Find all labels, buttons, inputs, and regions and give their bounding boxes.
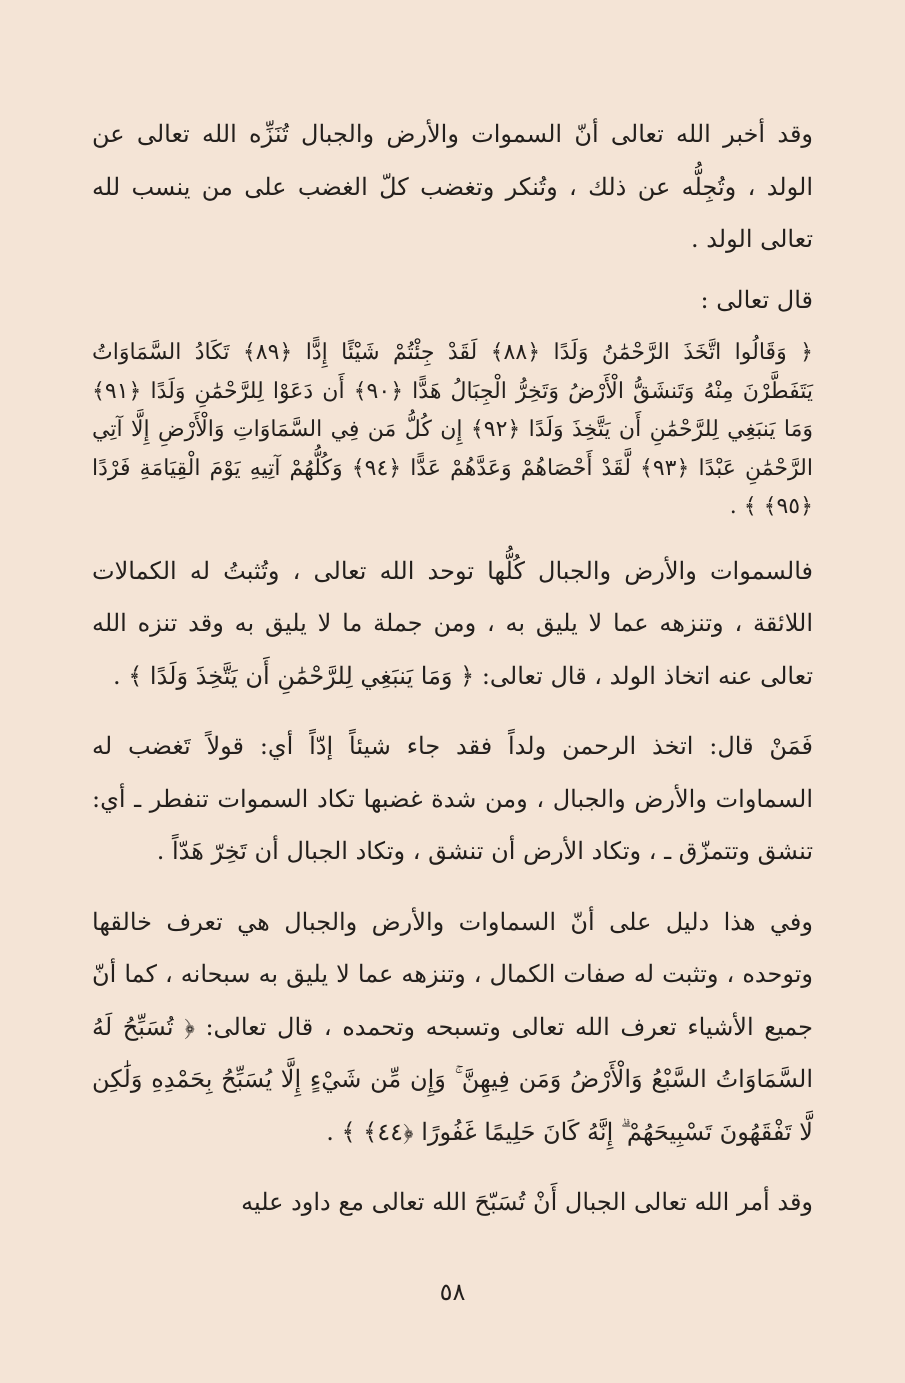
paragraph-heavens-earth: فالسموات والأرض والجبال كُلُّها توحد الله تعالى ، وتُثبتُ له الكمالات اللائقة ، وتنزهه عما لا يليق به ، ومن جملة ما لا يليق به وقد تنزه الله تعالى عنه اتخاذ الولد ، قال تعالى: ﴿ وَمَا يَنبَغِي لِلرَّحْمَٰنِ أَن يَتَّخِذَ وَلَدًا ﴾ . — [92, 556, 813, 690]
paragraph-whoever-said: فَمَنْ قال: اتخذ الرحمن ولداً فقد جاء شيئاً إدّاً أي: قولاً تَغضب له السماوات والأرض والجبال ، ومن شدة غضبها تكاد السموات تنفطر ـ أي: تنشق وتتمزّق ـ ، وتكاد الأرض أن تنشق ، وتكاد الجبال أن تَخِرّ هَدّاً . — [92, 732, 813, 865]
page-number: ٥٨ — [439, 1278, 466, 1306]
paragraph-mountains-david: وقد أمر الله تعالى الجبال أَنْ تُسَبّحَ الله تعالى مع داود عليه — [241, 1188, 813, 1216]
quran-verse-block: ﴿ وَقَالُوا اتَّخَذَ الرَّحْمَٰنُ وَلَدًا ﴿٨٨﴾ لَقَدْ جِئْتُمْ شَيْئًا إِدًّا ﴿٨٩﴾ تَكَادُ السَّمَاوَاتُ يَتَفَطَّرْنَ مِنْهُ وَتَنشَقُّ الْأَرْضُ وَتَخِرُّ الْجِبَالُ هَدًّا ﴿٩٠﴾ أَن دَعَوْا لِلرَّحْمَٰنِ وَلَدًا ﴿٩١﴾ وَمَا يَنبَغِي لِلرَّحْمَٰنِ أَن يَتَّخِذَ وَلَدًا ﴿٩٢﴾ إِن كُلُّ مَن فِي السَّمَاوَاتِ وَالْأَرْضِ إِلَّا آتِي الرَّحْمَٰنِ عَبْدًا ﴿٩٣﴾ لَّقَدْ أَحْصَاهُمْ وَعَدَّهُمْ عَدًّا ﴿٩٤﴾ وَكُلُّهُمْ آتِيهِ يَوْمَ الْقِيَامَةِ فَرْدًا ﴿٩٥﴾ ﴾ . — [92, 340, 813, 519]
paragraph-qala-taala: قال تعالى : — [700, 285, 813, 314]
paragraph-evidence: وفي هذا دليل على أنّ السماوات والأرض والجبال هي تعرف خالقها وتوحده ، وتثبت له صفات الكمال ، وتنزهه عما لا يليق به سبحانه ، كما أنّ جميع الأشياء تعرف الله تعالى وتسبحه وتحمده ، قال تعالى: ﴿ تُسَبِّحُ لَهُ السَّمَاوَاتُ السَّبْعُ وَالْأَرْضُ وَمَن فِيهِنَّ ۚ وَإِن مِّن شَيْءٍ إِلَّا يُسَبِّحُ بِحَمْدِهِ وَلَٰكِن لَّا تَفْقَهُونَ تَسْبِيحَهُمْ ۗ إِنَّهُ كَانَ حَلِيمًا غَفُورًا ﴿٤٤﴾ ﴾ . — [92, 907, 813, 1146]
paragraph-intro: وقد أخبر الله تعالى أنّ السموات والأرض والجبال تُنَزِّه الله تعالى عن الولد ، وتُجِلُّه عن ذلك ، وتُنكر وتغضب كلّ الغضب على من ينسب لله تعالى الولد . — [92, 120, 814, 253]
